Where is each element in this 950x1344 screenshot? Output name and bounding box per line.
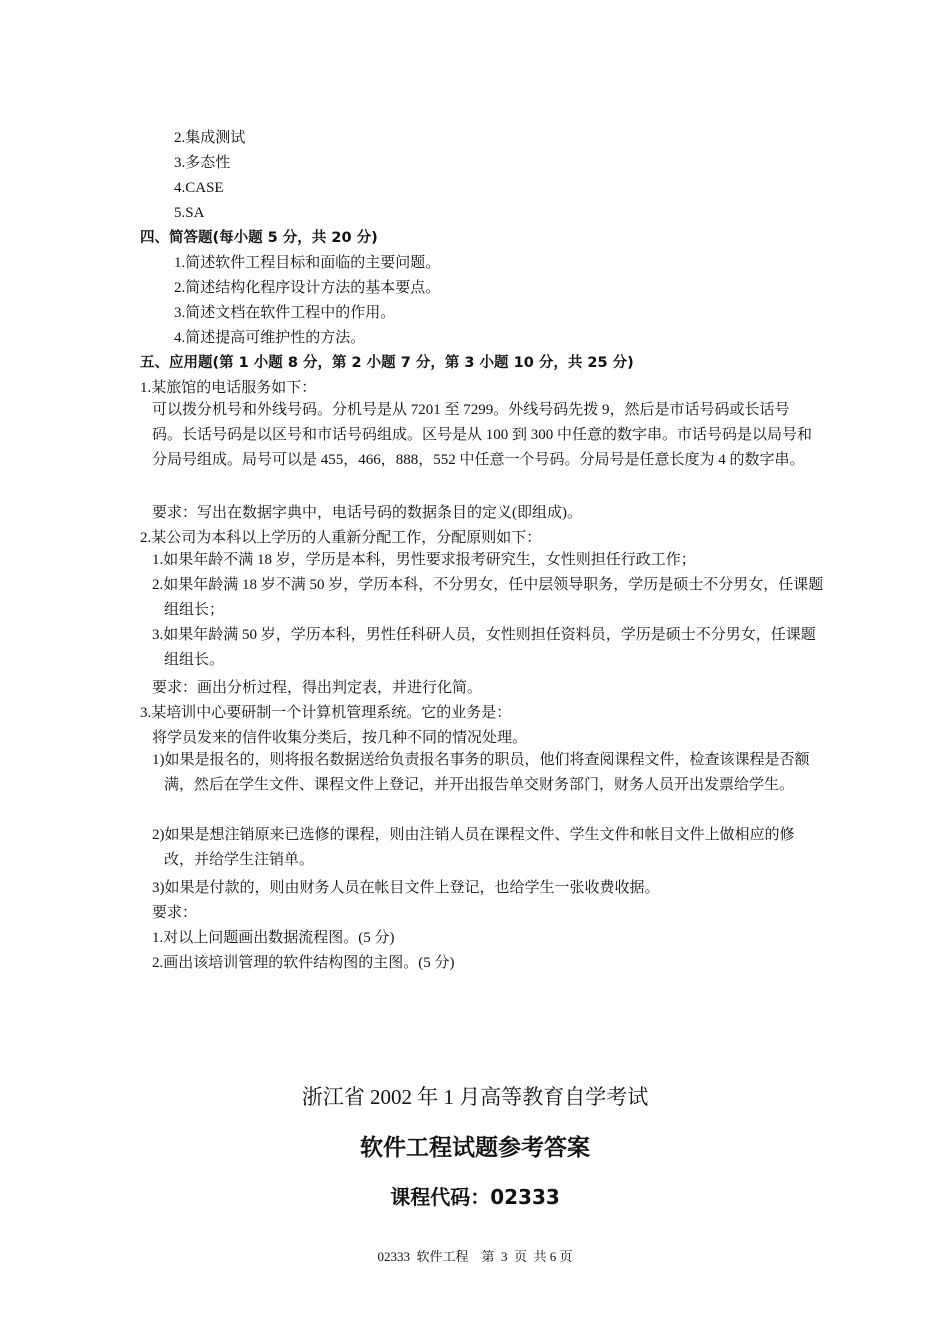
- requirement-label: 要求：: [152, 905, 198, 921]
- list-item: 5.SA: [174, 205, 205, 221]
- list-item: 2.集成测试: [174, 130, 246, 146]
- course-code: 课程代码：02333: [390, 1185, 560, 1209]
- page-footer: 02333 软件工程 第 3 页 共 6 页: [377, 1249, 573, 1264]
- rule-item: 2.如果年龄满 18 岁不满 50 岁，学历本科，不分男女，任中层领导职务，学历是硕士不分男女，任课题组组长；: [152, 577, 824, 618]
- rule-item: 1.如果年龄不满 18 岁，学历是本科，男性要求报考研究生，女性则担任行政工作；: [152, 552, 696, 568]
- question-title: 2.某公司为本科以上学历的人重新分配工作，分配原则如下：: [140, 530, 542, 546]
- requirement-item: 2.画出该培训管理的软件结构图的主图。(5 分): [152, 955, 455, 971]
- list-item: 3.多态性: [174, 155, 231, 171]
- requirement-item: 1.对以上问题画出数据流程图。(5 分): [152, 930, 395, 946]
- question-title: 1.某旅馆的电话服务如下：: [140, 380, 317, 396]
- case-item: 3)如果是付款的，则由财务人员在帐目文件上登记，也给学生一张收费收据。: [152, 880, 660, 896]
- question-title: 3.某培训中心要研制一个计算机管理系统。它的业务是：: [140, 705, 512, 721]
- question-item: 3.简述文档在软件工程中的作用。: [174, 305, 396, 321]
- answers-subtitle: 软件工程试题参考答案: [360, 1135, 590, 1161]
- case-item: 2)如果是想注销原来已选修的课程，则由注销人员在课程文件、学生文件和帐目文件上做相应的修改，并给学生注销单。: [152, 827, 795, 868]
- answers-title: 浙江省 2002 年 1 月高等教育自学考试: [301, 1085, 649, 1109]
- rule-item: 3.如果年龄满 50 岁，学历本科，男性任科研人员，女性则担任资料员，学历是硕士不分男女，任课题组组长。: [152, 627, 816, 668]
- question-requirement: 要求：写出在数据字典中，电话号码的数据条目的定义(即组成)。: [152, 505, 582, 521]
- question-item: 2.简述结构化程序设计方法的基本要点。: [174, 280, 441, 296]
- section-heading: 五、应用题(第 1 小题 8 分，第 2 小题 7 分，第 3 小题 10 分，共 25 分): [140, 355, 634, 371]
- list-item: 4.CASE: [174, 180, 224, 196]
- case-item: 1)如果是报名的，则将报名数据送给负责报名事务的职员，他们将查阅课程文件，检查该课程是否额满，然后在学生文件、课程文件上登记，并开出报告单交财务部门，财务人员开出发票给学生。: [152, 752, 810, 793]
- question-intro: 将学员发来的信件收集分类后，按几种不同的情况处理。: [152, 730, 528, 746]
- section-heading: 四、简答题(每小题 5 分，共 20 分): [140, 230, 378, 246]
- question-item: 1.简述软件工程目标和面临的主要问题。: [174, 255, 441, 271]
- question-requirement: 要求：画出分析过程，得出判定表，并进行化简。: [152, 680, 483, 696]
- question-item: 4.简述提高可维护性的方法。: [174, 330, 366, 346]
- question-body: 可以拨分机号和外线号码。分机号是从 7201 至 7299。外线号码先拨 9，然后是市话号码或长话号码。长话号码是以区号和市话号码组成。区号是从 100 到 300 中任意的数字串。市话号码是以局号和分局号组成。局号可以是 455，466，888，552 中任意一个号码。分局号是任意长度为 4 的数字串。: [152, 402, 813, 468]
